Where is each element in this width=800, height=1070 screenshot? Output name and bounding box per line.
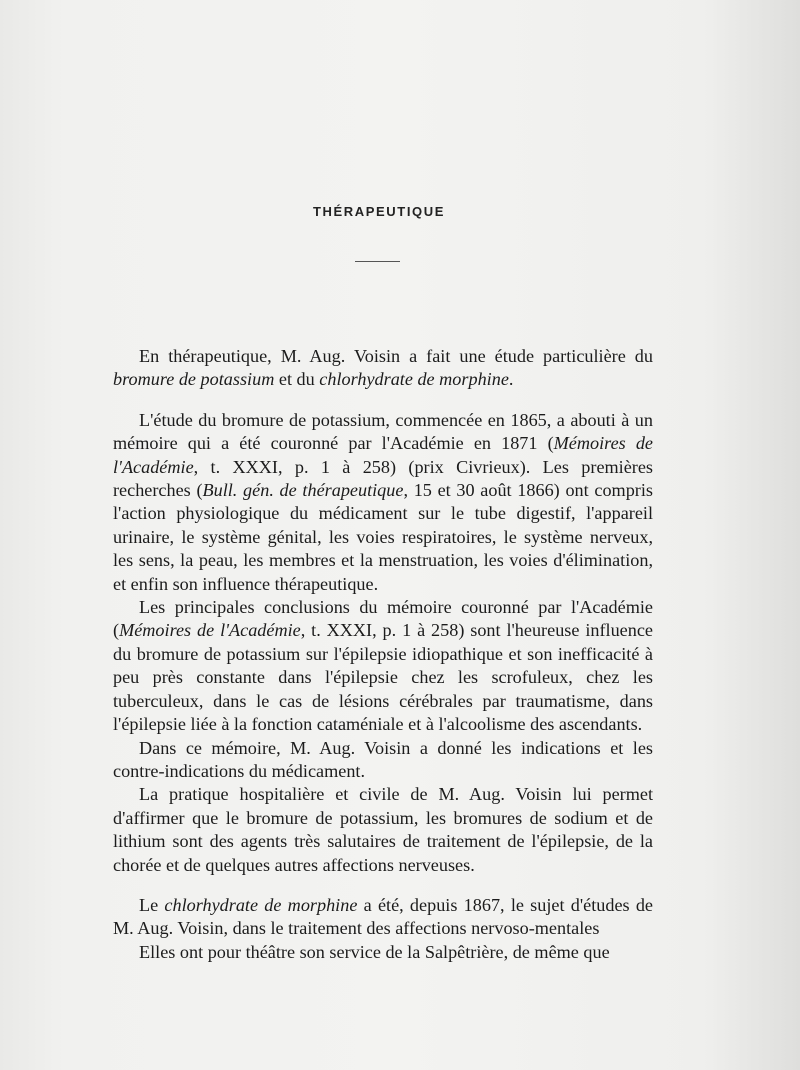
text-run: a été, depuis 1867, le sujet d'études de M. Aug. Voisin, dans le traitement des affections nervoso-mentales — [113, 894, 654, 939]
text-run: . — [508, 369, 514, 390]
text-run: , t. XXXI, p. 1 à 258) (prix Civrieux). Les premières recherches ( — [113, 456, 653, 501]
text-run: En thérapeutique, M. Aug. Voisin a fait une étude particulière du — [139, 346, 653, 366]
paragraph — [113, 345, 653, 392]
body-text — [113, 345, 653, 964]
paragraph — [113, 737, 653, 784]
italic-text: chlorhydrate de morphine — [164, 894, 358, 915]
text-run: et du — [274, 369, 320, 390]
text-run: , t. XXXI, p. 1 à 258) sont l'heureuse influence du bromure de potassium sur l'épilepsie idiopathique et son inefficacité à peu près constante dans l'épilepsie chez les scrofuleux, chez les tuberculeux, dans le cas de lésions cérébrales par traumatisme, dans l'épilepsie liée à la fonction cataméniale et à l'alcoolisme des ascendants. — [113, 620, 653, 735]
italic-text: Bull. gén. de thérapeutique — [202, 480, 404, 501]
text-run: Le — [139, 894, 165, 915]
text-run: , 15 et 30 août 1866) ont compris l'action physiologique du médicament sur le tube digestif, l'appareil urinaire, le système génital, les voies respiratoires, le système nerveux, les sens, la peau, les membres et la menstruation, les voies d'élimination, et enfin son influence thérapeutique. — [113, 480, 653, 594]
paragraph — [113, 596, 653, 736]
paragraph — [113, 894, 653, 941]
text-run: L'étude du bromure de potassium, commencée en 1865, a abouti à un mémoire qui a été couronné par l'Académie en 1871 ( — [113, 409, 653, 454]
italic-text: chlorhydrate de morphine — [319, 369, 509, 390]
text-run: Elles ont pour théâtre son service de la Salpêtrière, de même que — [139, 941, 610, 962]
text-run: Dans ce mémoire, M. Aug. Voisin a donné les indications et les contre-indications du médicament. — [113, 737, 653, 781]
text-run: Les principales conclusions du mémoire couronné par l'Académie ( — [113, 597, 653, 641]
italic-text: Mémoires de l'Académie — [119, 620, 301, 641]
paragraph — [113, 783, 653, 877]
section-heading: THÉRAPEUTIQUE — [312, 204, 446, 219]
paragraph — [113, 941, 653, 964]
text-run: La pratique hospitalière et civile de M. Aug. Voisin lui permet d'affirmer que le bromure de potassium, les bromures de sodium et de lithium sont des agents très salutaires de traitement de l'épilepsie, de la chorée et de quelques autres affections nerveuses. — [113, 784, 653, 875]
paragraph — [113, 409, 653, 596]
italic-text: bromure de potassium — [113, 369, 275, 390]
italic-text: Mémoires de l'Académie — [113, 433, 653, 477]
heading-divider — [355, 261, 400, 262]
